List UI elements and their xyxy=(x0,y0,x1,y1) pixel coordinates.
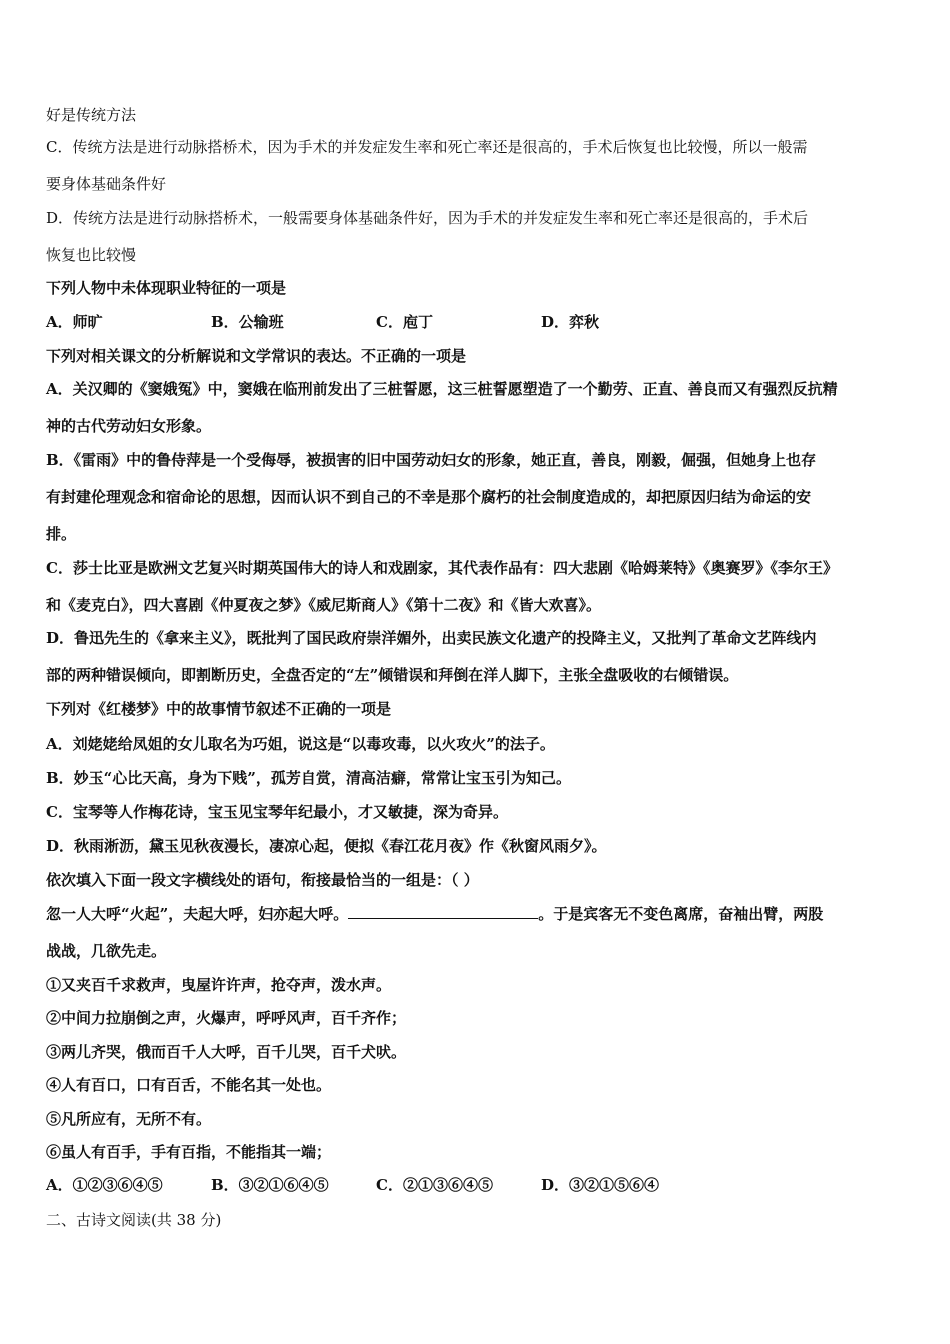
option-a[interactable]: A．师旷 xyxy=(46,313,103,331)
passage-line xyxy=(46,903,823,924)
sentence-item: ⑥虽人有百手，手有百指，不能指其一端； xyxy=(46,1143,332,1161)
sentence-item: ①又夹百千求救声，曳屋许许声，抢夺声，泼水声。 xyxy=(46,976,392,994)
option-c[interactable]: C．庖丁 xyxy=(376,313,433,331)
option-row xyxy=(46,1174,706,1195)
sentence-item: ④人有百口，口有百舌，不能名其一处也。 xyxy=(46,1076,332,1094)
prev-option-d: D．传统方法是进行动脉搭桥术，一般需要身体基础条件好，因为手术的并发症发生率和死亡率还是很高的，手术后 xyxy=(46,209,809,227)
option-c[interactable]: C．宝琴等人作梅花诗，宝玉见宝琴年纪最小，才又敏捷，深为奇异。 xyxy=(46,803,508,821)
option-c[interactable]: C．莎士比亚是欧洲文艺复兴时期英国伟大的诗人和戏剧家，其代表作品有：四大悲剧《哈姆莱特》《奥赛罗》《李尔王》 xyxy=(46,559,838,577)
prev-option-c-cont: 要身体基础条件好 xyxy=(46,175,167,193)
passage-line-cont: 战战，几欲先走。 xyxy=(46,942,167,960)
option-a[interactable]: A．关汉卿的《窦娥冤》中，窦娥在临刑前发出了三桩誓愿，这三桩誓愿塑造了一个勤劳、正直、善良而又有强烈反抗精 xyxy=(46,380,838,398)
option-a[interactable]: A．①②③⑥④⑤ xyxy=(46,1176,163,1194)
option-d-cont: 部的两种错误倾向，即割断历史，全盘否定的“左”倾错误和拜倒在洋人脚下，主张全盘吸收的右倾错误。 xyxy=(46,666,739,684)
prev-option-d-cont: 恢复也比较慢 xyxy=(46,246,137,264)
option-b[interactable]: B．公输班 xyxy=(211,313,284,331)
question-stem: 下列对《红楼梦》中的故事情节叙述不正确的一项是 xyxy=(46,700,392,718)
option-d[interactable]: D．弈秋 xyxy=(541,313,600,331)
passage-after-blank: 。于是宾客无不变色离席，奋袖出臂，两股 xyxy=(538,905,824,923)
sentence-item: ③两儿齐哭，俄而百千人大呼，百千儿哭，百千犬吠。 xyxy=(46,1043,407,1061)
question-stem: 下列人物中未体现职业特征的一项是 xyxy=(46,279,287,297)
sentence-item: ②中间力拉崩倒之声，火爆声，呼呼风声，百千齐作； xyxy=(46,1009,407,1027)
option-d[interactable]: D．秋雨淅沥，黛玉见秋夜漫长，凄凉心起，便拟《春江花月夜》作《秋窗风雨夕》。 xyxy=(46,837,607,855)
option-row xyxy=(46,311,706,332)
option-d[interactable]: D．鲁迅先生的《拿来主义》，既批判了国民政府崇洋媚外，出卖民族文化遗产的投降主义，又批判了革命文艺阵线内 xyxy=(46,629,817,647)
option-b-cont-2: 排。 xyxy=(46,525,77,543)
question-stem: 下列对相关课文的分析解说和文学常识的表达。不正确的一项是 xyxy=(46,347,467,365)
option-b[interactable]: B．妙玉“心比天高，身为下贱”，孤芳自赏，清高洁癖，常常让宝玉引为知己。 xyxy=(46,769,571,787)
option-c-cont: 和《麦克白》，四大喜剧《仲夏夜之梦》《威尼斯商人》《第十二夜》和《皆大欢喜》。 xyxy=(46,596,602,614)
option-b[interactable]: B．③②①⑥④⑤ xyxy=(211,1176,329,1194)
option-d[interactable]: D．③②①⑤⑥④ xyxy=(541,1176,660,1194)
question-stem: 依次填入下面一段文字横线处的语句，衔接最恰当的一组是：（ ） xyxy=(46,871,479,889)
answer-blank[interactable] xyxy=(348,904,538,919)
option-a-cont: 神的古代劳动妇女形象。 xyxy=(46,417,212,435)
option-b-cont: 有封建伦理观念和宿命论的思想，因而认识不到自己的不幸是那个腐朽的社会制度造成的，却把原因归结为命运的安 xyxy=(46,488,812,506)
option-a[interactable]: A．刘姥姥给凤姐的女儿取名为巧姐，说这是“以毒攻毒，以火攻火”的法子。 xyxy=(46,735,555,753)
sentence-item: ⑤凡所应有，无所不有。 xyxy=(46,1110,212,1128)
option-c[interactable]: C．②①③⑥④⑤ xyxy=(376,1176,493,1194)
prev-option-b-tail: 好是传统方法 xyxy=(46,106,137,124)
option-b[interactable]: B．《雷雨》中的鲁侍萍是一个受侮辱，被损害的旧中国劳动妇女的形象，她正直，善良，刚毅，倔强，但她身上也存 xyxy=(46,451,817,469)
passage-before-blank: 忽一人大呼“火起”，夫起大呼，妇亦起大呼。 xyxy=(46,905,349,923)
prev-option-c: C．传统方法是进行动脉搭桥术，因为手术的并发症发生率和死亡率还是很高的，手术后恢复也比较慢，所以一般需 xyxy=(46,138,808,156)
section-heading: 二、古诗文阅读(共 38 分) xyxy=(46,1211,222,1229)
